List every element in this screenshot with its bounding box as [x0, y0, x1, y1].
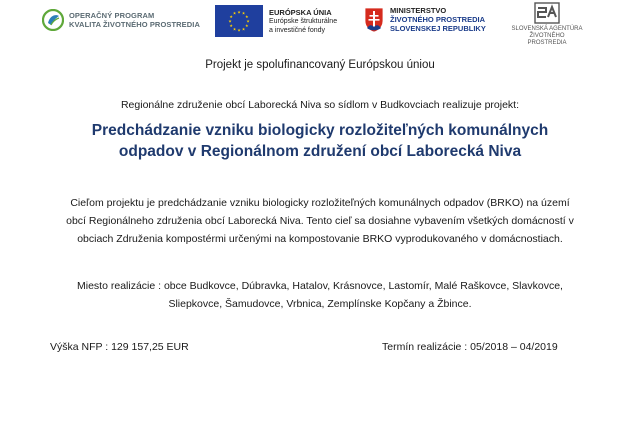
realization-term: Termín realizácie : 05/2018 – 04/2019: [382, 341, 558, 353]
eu-logo: [215, 5, 337, 37]
project-title-line2: odpadov v Regionálnom združení obcí Laborecká Niva: [118, 143, 522, 160]
svg-text:★: ★: [246, 18, 250, 24]
slovak-coat-of-arms-icon: [364, 7, 384, 33]
svg-text:★: ★: [232, 10, 237, 16]
svg-text:★: ★: [228, 18, 232, 24]
svg-text:★: ★: [245, 23, 249, 28]
op-leaf-icon: [42, 9, 64, 31]
svg-text:★: ★: [245, 14, 249, 19]
svg-text:★: ★: [241, 10, 246, 16]
goal-line2: obcí Regionálneho združenia obcí Laborecká Niva. Tento cieľ sa dosiahne vybavením všetkých domácností v: [66, 215, 574, 227]
ministry-logo-line1: MINISTERSTVO: [390, 6, 447, 15]
ministry-logo-line2: ŽIVOTNÉHO PROSTREDIA: [390, 15, 486, 24]
project-title-line1: Predchádzanie vzniku biologicky rozložiteľných komunálnych: [91, 122, 549, 139]
cofinancing-statement: Projekt je spolufinancovaný Európskou úniou: [205, 59, 435, 71]
svg-text:★: ★: [237, 27, 241, 33]
eu-flag-icon: [215, 5, 263, 37]
goal-line1: Cieľom projektu je predchádzanie vzniku biologicky rozložiteľných komunálnych odpadov (BRKO) na území: [70, 197, 570, 209]
place-line1: Miesto realizácie : obce Budkovce, Dúbravka, Hatalov, Krásnovce, Lastomír, Malé Raškovce, Slavkovce,: [77, 280, 563, 292]
project-goal: [50, 194, 590, 248]
op-logo-line2: KVALITA ŽIVOTNÉHO PROSTREDIA: [69, 20, 200, 29]
eu-logo-line3: a investičné fondy: [269, 26, 326, 34]
svg-text:★: ★: [237, 9, 241, 15]
realization-place: [45, 277, 595, 313]
op-logo-line1: OPERAČNÝ PROGRAM: [69, 11, 155, 20]
svg-text:★: ★: [232, 26, 237, 32]
place-line2: Sliepkovce, Šamudovce, Vrbnica, Zemplínske Kopčany a Žbince.: [168, 298, 472, 310]
op-kzp-logo: [42, 9, 200, 31]
sazp-logo-line1: SLOVENSKÁ AGENTÚRA: [511, 26, 583, 32]
nfp-amount: Výška NFP : 129 157,25 EUR: [50, 341, 189, 353]
svg-text:★: ★: [229, 14, 233, 19]
sazp-logo-line2: ŽIVOTNÉHO PROSTREDIA: [527, 33, 567, 46]
svg-text:★: ★: [229, 23, 233, 28]
eu-logo-line1: EURÓPSKA ÚNIA: [269, 7, 332, 17]
goal-line3: obciach Združenia kompostérmi určenými na kompostovanie BRKO vyprodukovaného v domácnostiach.: [77, 233, 563, 245]
svg-text:★: ★: [241, 26, 246, 32]
sazp-mark-icon: [534, 2, 560, 24]
ministry-logo: [364, 6, 486, 33]
intro-text: Regionálne združenie obcí Laborecká Niva so sídlom v Budkovciach realizuje projekt:: [120, 99, 520, 111]
eu-logo-line2: Európske štrukturálne: [269, 17, 338, 25]
sazp-logo: [511, 2, 583, 47]
project-title: [0, 120, 640, 162]
ministry-logo-line3: SLOVENSKEJ REPUBLIKY: [390, 24, 486, 33]
